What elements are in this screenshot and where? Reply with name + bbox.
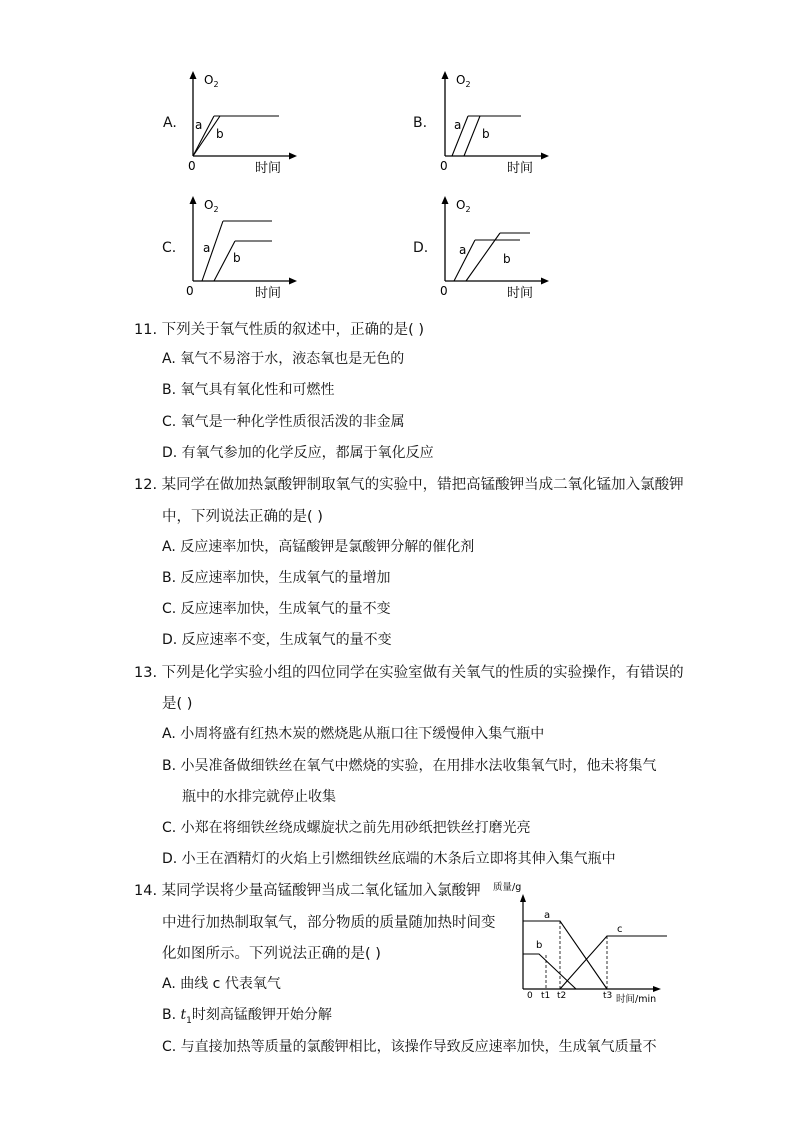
- curve-b-label: b: [233, 251, 241, 265]
- y-axis-label: $O_2$: [204, 73, 219, 89]
- question-stem-line-2: 是( ): [162, 696, 193, 712]
- graph-option-label-c: C.: [162, 240, 177, 256]
- mass-time-chart: [490, 877, 670, 1007]
- y-axis-label: $O_2$: [456, 198, 471, 214]
- graph-c: [183, 193, 298, 301]
- y-axis-label: 质量/g: [493, 882, 522, 893]
- origin-label: 0: [440, 159, 448, 173]
- curve-b-label: b: [216, 127, 224, 141]
- origin-label: 0: [186, 284, 194, 298]
- curve-b-label: b: [482, 127, 490, 141]
- curve-a-label: a: [544, 910, 551, 921]
- option-a: A. 氧气不易溶于水，液态氧也是无色的: [162, 351, 405, 367]
- question-stem-line-2: 中进行加热制取氧气，部分物质的质量随加热时间变: [162, 915, 496, 931]
- question-stem-line-2: 中，下列说法正确的是( ): [162, 509, 323, 525]
- curve-b: [464, 116, 480, 156]
- curve-c-label: c: [617, 924, 623, 935]
- curve-a-label: a: [195, 118, 203, 132]
- option-d: D. 有氧气参加的化学反应，都属于氧化反应: [162, 445, 434, 461]
- graph-b: [435, 68, 550, 176]
- origin-label: 0: [440, 284, 448, 298]
- curve-b-label: b: [503, 252, 511, 266]
- option-c: C. 氧气是一种化学性质很活泼的非金属: [162, 414, 405, 430]
- option-d: D. 反应速率不变，生成氧气的量不变: [162, 632, 392, 648]
- question-stem-line-1: 13. 下列是化学实验小组的四位同学在实验室做有关氧气的性质的实验操作，有错误的: [134, 665, 684, 681]
- x-axis-label: 时间: [507, 286, 534, 301]
- curve-a-label: a: [454, 118, 462, 132]
- tick-t3: t3: [603, 991, 613, 1001]
- graph-a: [183, 68, 298, 176]
- option-d: D. 小王在酒精灯的火焰上引燃细铁丝底端的木条后立即将其伸入集气瓶中: [162, 851, 616, 867]
- curve-b-label: b: [536, 940, 543, 951]
- question-stem-line-1: 14. 某同学误将少量高锰酸钾当成二氧化锰加入氯酸钾: [134, 883, 481, 899]
- question-stem-line-1: 12. 某同学在做加热氯酸钾制取氧气的实验中，错把高锰酸钾当成二氧化锰加入氯酸钾: [134, 477, 684, 493]
- option-c: C. 与直接加热等质量的氯酸钾相比，该操作导致反应速率加快，生成氧气质量不: [162, 1039, 657, 1055]
- graph-d: [435, 193, 550, 301]
- origin-label: 0: [527, 991, 533, 1001]
- curve-a-label: a: [203, 241, 211, 255]
- option-b-line-2: 瓶中的水排完就停止收集: [182, 789, 336, 805]
- x-axis-label: 时间: [255, 161, 282, 176]
- x-axis-label: 时间/min: [616, 994, 657, 1005]
- tick-t2: t2: [557, 991, 567, 1001]
- option-a: A. 曲线 c 代表氧气: [162, 976, 281, 992]
- option-a: A. 小周将盛有红热木炭的燃烧匙从瓶口往下缓慢伸入集气瓶中: [162, 726, 545, 742]
- curve-b: [523, 954, 576, 989]
- option-b: B. 氧气具有氧化性和可燃性: [162, 382, 335, 398]
- graph-option-label-b: B.: [413, 115, 428, 131]
- question-stem-line-3: 化如图所示。下列说法正确的是( ): [162, 946, 381, 962]
- question-stem: 11. 下列关于氧气性质的叙述中，正确的是( ): [134, 322, 425, 338]
- option-c: C. 反应速率加快，生成氧气的量不变: [162, 601, 391, 617]
- option-a: A. 反应速率加快，高锰酸钾是氯酸钾分解的催化剂: [162, 539, 475, 555]
- x-axis-label: 时间: [255, 286, 282, 301]
- option-b-line-1: B. 小吴准备做细铁丝在氧气中燃烧的实验，在用排水法收集氧气时，他未将集气: [162, 758, 657, 774]
- option-b: B. 反应速率加快，生成氧气的量增加: [162, 570, 391, 586]
- x-axis-label: 时间: [507, 161, 534, 176]
- y-axis-label: $O_2$: [456, 73, 471, 89]
- option-c: C. 小郑在将细铁丝绕成螺旋状之前先用砂纸把铁丝打磨光亮: [162, 820, 531, 836]
- curve-b: [214, 241, 235, 281]
- y-axis-label: $O_2$: [204, 198, 219, 214]
- graph-option-label-a: A.: [163, 115, 177, 131]
- curve-a-label: a: [459, 243, 467, 257]
- tick-t1: t1: [541, 991, 551, 1001]
- origin-label: 0: [188, 159, 196, 173]
- option-b: B. $t_1$时刻高锰酸钾开始分解: [162, 1007, 332, 1026]
- graph-option-label-d: D.: [413, 240, 429, 256]
